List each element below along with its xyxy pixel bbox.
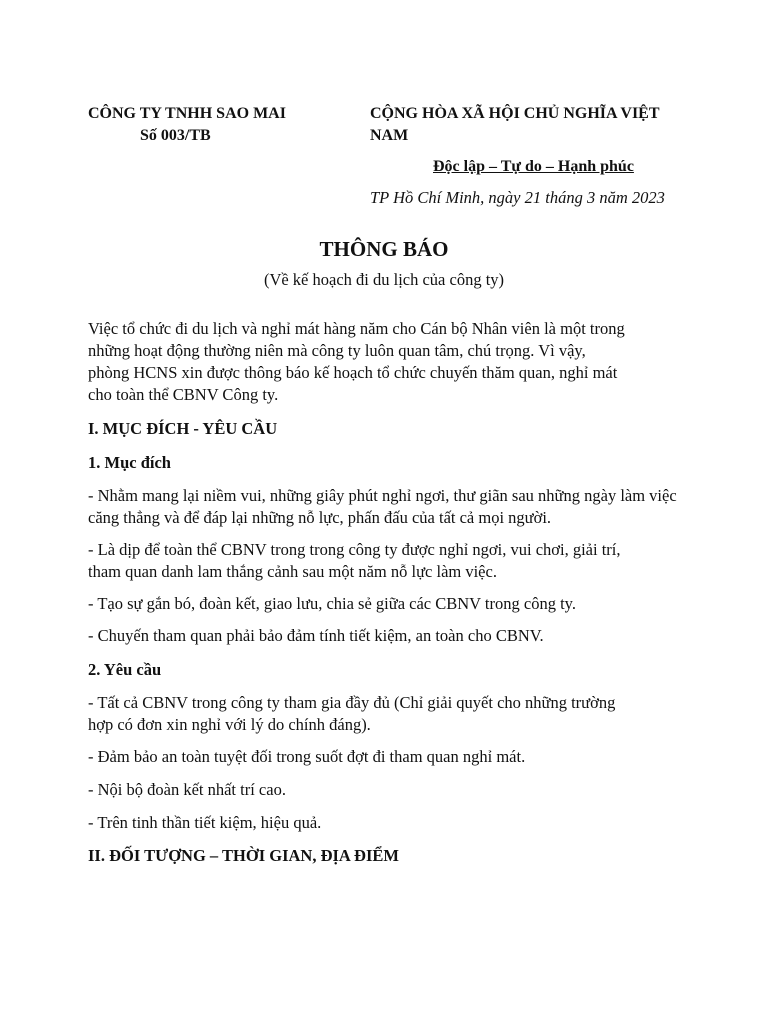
intro-line: phòng HCNS xin được thông báo kế hoạch tổ chức chuyến thăm quan, nghỉ mát [88,363,618,382]
document-title: THÔNG BÁO [319,237,449,261]
place-date: TP Hồ Chí Minh, ngày 21 tháng 3 năm 2023 [370,188,665,207]
document-number: Số 003/TB [140,127,211,144]
requirement-item-line: hợp có đơn xin nghỉ với lý do chính đáng). [88,715,371,734]
purpose-item-line: - Là dịp để toàn thể CBNV trong trong công ty được nghỉ ngơi, vui chơi, giải trí, [88,540,621,559]
intro-line: những hoạt động thường niên mà công ty luôn quan tâm, chú trọng. Vì vậy, [88,341,586,360]
purpose-item-line: căng thẳng và để đáp lại những nỗ lực, phấn đấu của tất cả mọi người. [88,508,552,527]
intro-line: cho toàn thể CBNV Công ty. [88,385,279,404]
motto: Độc lập – Tự do – Hạnh phúc [433,158,634,175]
purpose-item [88,485,677,529]
company-name: CÔNG TY TNHH SAO MAI [88,105,286,122]
subsection-heading-purpose: 1. Mục đích [88,453,171,472]
requirement-item-line: - Tất cả CBNV trong công ty tham gia đầy đủ (Chỉ giải quyết cho những trường [88,693,616,712]
intro-line: Việc tổ chức đi du lịch và nghỉ mát hàng năm cho Cán bộ Nhân viên là một trong [88,319,625,338]
nation-title-line1: CỘNG HÒA XÃ HỘI CHỦ NGHĨA VIỆT [370,105,660,122]
nation-title-line2: NAM [370,127,409,144]
requirement-item: - Trên tinh thần tiết kiệm, hiệu quả. [88,813,322,832]
purpose-item: - Chuyến tham quan phải bảo đảm tính tiết kiệm, an toàn cho CBNV. [88,626,544,645]
requirement-item: - Nội bộ đoàn kết nhất trí cao. [88,780,286,799]
purpose-item-line: - Nhằm mang lại niềm vui, những giây phút nghỉ ngơi, thư giãn sau những ngày làm việc [88,486,677,505]
intro-paragraph [88,318,625,406]
purpose-item: - Tạo sự gắn bó, đoàn kết, giao lưu, chia sẻ giữa các CBNV trong công ty. [88,594,576,613]
subsection-heading-requirements: 2. Yêu cầu [88,660,162,679]
purpose-item [88,539,621,583]
section-heading-2: II. ĐỐI TƯỢNG – THỜI GIAN, ĐỊA ĐIỂM [88,846,399,865]
requirement-item [88,692,615,736]
requirement-item: - Đảm bảo an toàn tuyệt đối trong suốt đợt đi tham quan nghỉ mát. [88,747,526,766]
purpose-item-line: tham quan danh lam thắng cảnh sau một năm nỗ lực làm việc. [88,562,497,581]
section-heading-1: I. MỤC ĐÍCH - YÊU CẦU [88,419,278,438]
document-subtitle: (Về kế hoạch đi du lịch của công ty) [263,270,505,289]
